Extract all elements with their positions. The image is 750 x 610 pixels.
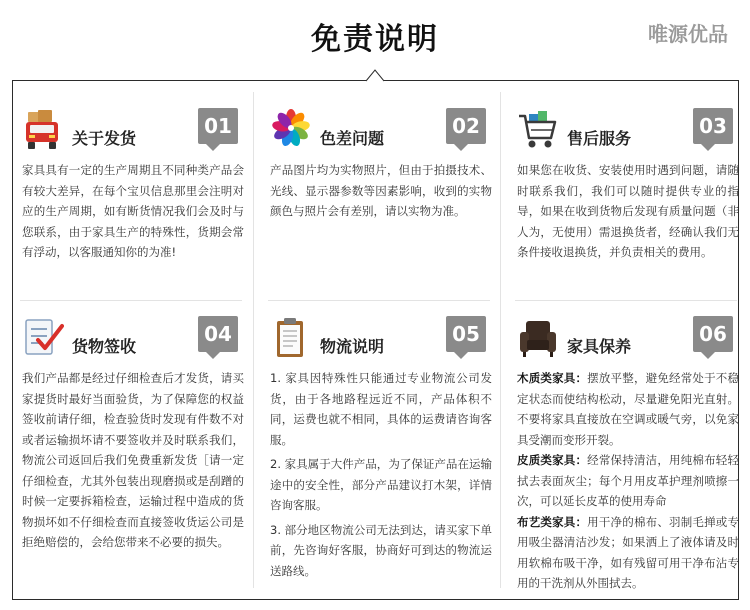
card-title: 关于发货 [72,129,137,148]
checklist-icon [22,316,64,360]
card-text: 家具具有一定的生产周期且不同种类产品会有较大差异，在每个宝贝信息那里会注明对应的生产周期，如有断货情况我们会及时与您联系，由于家具生产的特殊性，货期会常有浮动，以客服通知你的为准! [22,163,244,259]
row-divider [20,300,242,301]
shopping-cart-icon [517,108,559,152]
card-text: 我们产品都是经过仔细检查后才发货，请买家提货时最好当面验货，为了保障您的权益签收前请仔细，检查验货时发现有件数不对或者运输损坏请不要签收并及时联系我们，物流公司返回后我们免费重新发货［请一定仔细检查，尤其外包装出现磨损或是刮蹭的时候一定要拆箱检查，运输过程中造成的货物损坏如不仔细检查而直接签收货运公司是拒绝赔偿的，会给您带来不必要的损失。 [22,371,244,549]
care-label: 皮质类家具： [517,453,588,467]
card-title: 色差问题 [320,129,385,148]
logistics-item-3: 3. 部分地区物流公司无法到达，请买家下单前，先咨询好客服，协商好可到达的物流运送路线。 [270,522,492,578]
row-divider [515,300,737,301]
clipboard-icon [270,316,312,360]
care-text: 用干净的棉布、羽制毛掸或专用吸尘器清洁沙发；如果洒上了液体请及时用软棉布吸干净，如有残留可用干净布沾专用的干洗剂从外围拭去。 [517,514,740,590]
card-text [517,368,739,594]
frame-top-left [12,80,366,81]
logistics-item-2: 2. 家具属于大件产品，为了保证产品在运输途中的安全性，部分产品建议打木架，详情咨询客服。 [270,457,492,512]
care-label: 布艺类家具： [517,514,588,529]
logistics-item-1: 1. 家具因特殊性只能通过专业物流公司发货，由于各地路程远近不同，产品体积不同，运费也就不相同，具体的运费请咨询客服。 [270,371,492,447]
column-divider [253,92,254,588]
care-text: 经常保持清洁，用纯棉布轻轻拭去表面灰尘；每个月用皮革护理剂喷擦一次，可以延长皮革的使用寿命 [517,453,740,508]
card-title: 售后服务 [567,129,632,148]
card-text: 产品图片均为实物照片，但由于拍摄技术、光线、显示器参数等因素影响，收到的实物颜色与照片会有差别，请以实物为准。 [270,163,492,218]
care-fabric [517,512,739,594]
card-number-badge: 05 [446,316,486,352]
care-leather [517,450,739,512]
card-title: 物流说明 [320,337,385,356]
card-text [270,368,492,581]
row-divider [268,300,490,301]
frame-top-right [384,80,739,81]
card-title: 货物签收 [72,337,137,356]
care-text: 摆放平整，避免经常处于不稳定状态而使结构松动，尽量避免阳光直射。不要将家具直接放在空调或暖气旁，以免家具受潮而变形开裂。 [517,371,740,447]
frame-notch [365,66,385,82]
column-divider [500,92,501,588]
brand-logo-text: 唯源优品 [648,22,728,46]
care-label: 木质类家具： [517,371,588,385]
card-number-badge: 04 [198,316,238,352]
delivery-truck-icon [22,108,64,152]
card-number-badge: 02 [446,108,486,144]
card-number-badge: 01 [198,108,238,144]
color-petals-icon [270,108,312,152]
card-title: 家具保养 [567,337,632,356]
armchair-icon [517,316,559,360]
card-text: 如果您在收货、安装使用时遇到问题，请随时联系我们，我们可以随时提供专业的指导，如果在收到货物后发现有质量问题（非人为，无使用）需退换货者，经确认我们无条件接收退换货，并负责相关的费用。 [517,163,739,259]
card-number-badge: 03 [693,108,733,144]
card-number-badge: 06 [693,316,733,352]
page-title: 免责说明 [311,22,439,57]
care-wood [517,368,739,450]
